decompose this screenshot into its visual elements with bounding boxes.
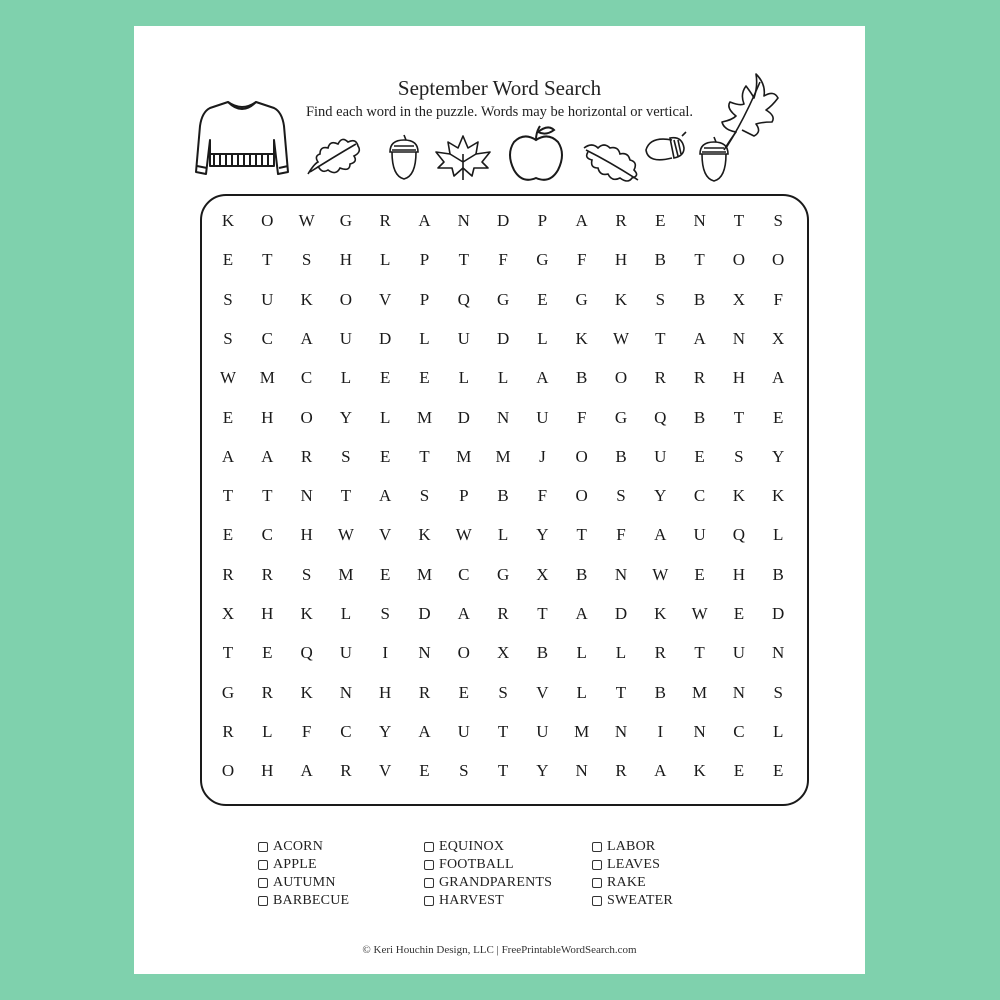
grid-letter[interactable]: B: [536, 643, 549, 663]
grid-letter[interactable]: A: [536, 368, 549, 388]
grid-letter[interactable]: E: [733, 604, 745, 623]
grid-letter[interactable]: S: [773, 211, 783, 230]
word-label: RAKE: [607, 875, 646, 890]
grid-letter[interactable]: S: [459, 761, 469, 781]
word-label: GRANDPARENTS: [439, 875, 553, 890]
grid-letter[interactable]: M: [259, 368, 275, 388]
grid-letter[interactable]: T: [262, 486, 273, 506]
grid-letter[interactable]: N: [732, 328, 746, 348]
grid-letter[interactable]: E: [222, 250, 234, 270]
grid-letter[interactable]: A: [418, 211, 431, 230]
grid-letter[interactable]: A: [575, 211, 588, 230]
grid-letter[interactable]: T: [340, 486, 352, 506]
grid-letter[interactable]: N: [339, 682, 353, 702]
grid-letter[interactable]: T: [537, 604, 548, 623]
grid-letter[interactable]: T: [497, 761, 509, 781]
grid-letter[interactable]: C: [300, 368, 313, 388]
checkbox[interactable]: [424, 878, 434, 888]
grid-letter[interactable]: S: [380, 604, 390, 623]
word-label: FOOTBALL: [439, 857, 514, 872]
grid-letter[interactable]: B: [654, 682, 666, 702]
grid-letter[interactable]: Q: [300, 643, 313, 663]
checkbox[interactable]: [424, 860, 434, 870]
grid-letter[interactable]: E: [458, 682, 469, 702]
checkbox[interactable]: [592, 842, 602, 852]
grid-letter[interactable]: T: [497, 721, 509, 741]
grid-letter[interactable]: P: [419, 250, 430, 270]
grid-letter[interactable]: R: [497, 604, 509, 623]
grid-letter[interactable]: U: [261, 289, 274, 309]
word-label: HARVEST: [439, 893, 504, 908]
grid-letter[interactable]: B: [615, 446, 627, 466]
grid-letter[interactable]: R: [615, 761, 627, 781]
grid-letter[interactable]: K: [693, 761, 706, 781]
grid-letter[interactable]: T: [733, 211, 745, 230]
grid-letter[interactable]: O: [339, 289, 353, 309]
grid-letter[interactable]: B: [654, 250, 666, 270]
word-item[interactable]: [592, 856, 673, 874]
grid-letter[interactable]: E: [379, 564, 391, 584]
grid-letter[interactable]: O: [575, 486, 588, 506]
word-label: BARBECUE: [273, 893, 350, 908]
grid-letter[interactable]: Q: [732, 525, 746, 545]
grid-letter[interactable]: S: [734, 446, 744, 466]
grid-letter[interactable]: L: [419, 328, 430, 348]
grid-letter[interactable]: V: [379, 525, 392, 545]
grid-letter[interactable]: H: [300, 525, 313, 545]
word-label: AUTUMN: [273, 875, 336, 890]
grid-letter[interactable]: T: [694, 250, 705, 270]
grid-letter[interactable]: O: [261, 211, 274, 230]
grid-letter[interactable]: R: [222, 721, 234, 741]
worksheet: [134, 26, 865, 974]
word-item[interactable]: [258, 856, 349, 874]
grid-letter[interactable]: L: [576, 643, 587, 663]
grid-letter[interactable]: A: [575, 604, 588, 623]
grid-letter[interactable]: S: [616, 486, 626, 506]
grid-letter[interactable]: D: [496, 211, 510, 230]
word-label: ACORN: [273, 839, 324, 854]
grid-letter[interactable]: R: [222, 564, 234, 584]
grid-letter[interactable]: E: [379, 446, 391, 466]
grid-letter[interactable]: F: [616, 525, 626, 545]
grid-letter[interactable]: M: [456, 446, 472, 466]
grid-letter[interactable]: O: [614, 368, 628, 388]
grid-letter[interactable]: U: [339, 328, 353, 348]
grid-letter[interactable]: E: [222, 407, 234, 427]
grid-letter[interactable]: B: [693, 407, 706, 427]
grid-letter[interactable]: L: [537, 328, 548, 348]
grid-letter[interactable]: L: [615, 643, 627, 663]
word-item[interactable]: [424, 892, 552, 910]
grid-letter[interactable]: L: [497, 368, 509, 388]
grid-letter[interactable]: W: [691, 604, 708, 623]
grid-letter[interactable]: N: [732, 682, 746, 702]
grid-letter[interactable]: N: [300, 486, 313, 506]
grid-letter[interactable]: N: [575, 761, 588, 781]
grid-letter[interactable]: G: [496, 564, 510, 584]
grid-letter[interactable]: B: [772, 564, 784, 584]
oak-leaf-icon: [580, 138, 642, 184]
grid-letter[interactable]: Y: [339, 407, 353, 427]
grid-letter[interactable]: T: [222, 486, 234, 506]
word-item[interactable]: [258, 874, 349, 892]
grid-letter[interactable]: N: [693, 211, 706, 230]
grid-letter[interactable]: U: [654, 446, 667, 466]
grid-letter[interactable]: V: [379, 761, 392, 781]
word-label: LEAVES: [607, 857, 661, 872]
grid-letter[interactable]: S: [301, 564, 312, 584]
grid-letter[interactable]: A: [379, 486, 392, 506]
grid-letter[interactable]: W: [337, 525, 354, 545]
word-label: LABOR: [607, 839, 656, 854]
grid-letter[interactable]: N: [693, 721, 706, 741]
grid-letter[interactable]: T: [576, 525, 587, 545]
grid-letter[interactable]: C: [261, 328, 273, 348]
grid-letter[interactable]: M: [495, 446, 511, 466]
grid-letter[interactable]: M: [338, 564, 354, 584]
grid-letter[interactable]: X: [772, 328, 785, 348]
grid-letter[interactable]: S: [419, 486, 430, 506]
grid-letter[interactable]: O: [732, 250, 746, 270]
grid-letter[interactable]: R: [654, 368, 666, 388]
grid-letter[interactable]: Y: [654, 486, 667, 506]
grid-letter[interactable]: B: [693, 289, 706, 309]
grid-letter[interactable]: T: [222, 643, 234, 663]
page-subtitle: Find each word in the puzzle. Words may be horizontal or vertical.: [305, 104, 694, 120]
grid-letter[interactable]: C: [693, 486, 706, 506]
grid-letter[interactable]: P: [419, 289, 430, 309]
grid-letter[interactable]: F: [301, 721, 312, 741]
grid-letter[interactable]: L: [772, 721, 784, 741]
grid-letter[interactable]: X: [732, 289, 746, 309]
grid-letter[interactable]: N: [457, 211, 470, 230]
grid-letter[interactable]: Y: [379, 721, 392, 741]
grid-letter[interactable]: B: [497, 486, 509, 506]
grid-letter[interactable]: G: [221, 682, 235, 702]
grid-letter[interactable]: T: [733, 407, 745, 427]
oak-leaf-icon: [304, 134, 364, 178]
grid-letter[interactable]: E: [262, 643, 273, 663]
grid-letter[interactable]: L: [772, 525, 784, 545]
grid-letter[interactable]: O: [300, 407, 313, 427]
grid-letter[interactable]: A: [654, 525, 667, 545]
grid-letter[interactable]: I: [657, 721, 664, 741]
grid-letter[interactable]: U: [536, 407, 549, 427]
grid-letter[interactable]: M: [692, 682, 708, 702]
grid-letter[interactable]: U: [536, 721, 549, 741]
grid-letter[interactable]: Y: [536, 761, 549, 781]
grid-letter[interactable]: P: [537, 211, 548, 230]
grid-letter[interactable]: A: [221, 446, 235, 466]
grid-letter[interactable]: M: [574, 721, 590, 741]
grid-letter[interactable]: D: [496, 328, 510, 348]
grid-letter[interactable]: T: [694, 643, 705, 663]
grid-letter[interactable]: C: [458, 564, 470, 584]
acorn-icon: [384, 132, 424, 182]
grid-letter[interactable]: X: [536, 564, 549, 584]
checkbox[interactable]: [258, 896, 268, 906]
grid-letter[interactable]: R: [340, 761, 352, 781]
grid-letter[interactable]: R: [418, 682, 431, 702]
grid-letter[interactable]: A: [300, 761, 313, 781]
word-list-column: [258, 838, 349, 910]
grid-letter[interactable]: N: [418, 643, 431, 663]
grid-letter[interactable]: H: [732, 564, 746, 584]
grid-letter[interactable]: U: [457, 721, 470, 741]
grid-letter[interactable]: D: [418, 604, 431, 623]
grid-letter[interactable]: S: [223, 289, 233, 309]
grid-letter[interactable]: E: [222, 525, 234, 545]
grid-letter[interactable]: E: [537, 289, 548, 309]
grid-letter[interactable]: T: [262, 250, 273, 270]
grid-letter[interactable]: S: [655, 289, 666, 309]
grid-letter[interactable]: F: [537, 486, 548, 506]
grid-letter[interactable]: K: [654, 604, 667, 623]
oak-leaf-icon: [714, 70, 784, 154]
grid-letter[interactable]: K: [772, 486, 785, 506]
checkbox[interactable]: [592, 878, 602, 888]
grid-letter[interactable]: L: [576, 682, 587, 702]
grid-letter[interactable]: F: [576, 250, 587, 270]
grid-letter[interactable]: G: [496, 289, 510, 309]
grid-letter[interactable]: S: [773, 682, 783, 702]
grid-letter[interactable]: I: [382, 643, 389, 663]
grid-letter[interactable]: U: [339, 643, 353, 663]
grid-letter[interactable]: R: [615, 211, 627, 230]
grid-letter[interactable]: M: [416, 564, 433, 584]
grid-letter[interactable]: N: [772, 643, 785, 663]
grid-letter[interactable]: E: [733, 761, 745, 781]
grid-letter[interactable]: N: [614, 721, 628, 741]
grid-letter[interactable]: L: [458, 368, 469, 388]
grid-letter[interactable]: H: [732, 368, 746, 388]
maple-leaf-icon: [432, 132, 494, 182]
checkbox[interactable]: [592, 896, 602, 906]
acorn-icon: [642, 130, 688, 170]
grid-letter[interactable]: D: [772, 604, 785, 623]
grid-letter[interactable]: E: [419, 368, 430, 388]
grid-letter[interactable]: F: [576, 407, 587, 427]
word-label: EQUINOX: [439, 839, 505, 854]
word-item[interactable]: [258, 892, 349, 910]
word-label: APPLE: [273, 857, 317, 872]
grid-letter[interactable]: L: [379, 407, 391, 427]
grid-letter[interactable]: G: [575, 289, 588, 309]
grid-letter[interactable]: S: [341, 446, 351, 466]
grid-letter[interactable]: H: [261, 761, 274, 781]
grid-letter[interactable]: J: [539, 446, 546, 466]
grid-letter[interactable]: H: [261, 407, 274, 427]
grid-letter[interactable]: B: [576, 368, 588, 388]
grid-letter[interactable]: V: [379, 289, 392, 309]
grid-letter[interactable]: S: [223, 328, 233, 348]
grid-letter[interactable]: W: [298, 211, 315, 230]
grid-letter[interactable]: T: [419, 446, 430, 466]
checkbox[interactable]: [424, 896, 434, 906]
word-item[interactable]: [424, 856, 552, 874]
grid-letter[interactable]: W: [612, 328, 630, 348]
grid-letter[interactable]: U: [693, 525, 706, 545]
grid-letter[interactable]: K: [300, 289, 313, 309]
footer-credit: © Keri Houchin Design, LLC | FreePrintableWordSearch.com: [362, 944, 637, 956]
grid-letter[interactable]: R: [654, 643, 666, 663]
grid-letter[interactable]: U: [732, 643, 746, 663]
grid-letter[interactable]: G: [614, 407, 628, 427]
grid-letter[interactable]: G: [536, 250, 549, 270]
grid-letter[interactable]: R: [379, 211, 391, 230]
grid-letter[interactable]: S: [301, 250, 312, 270]
grid-letter[interactable]: Q: [654, 407, 667, 427]
grid-letter[interactable]: T: [615, 682, 627, 702]
grid-letter[interactable]: A: [654, 761, 667, 781]
grid-letter[interactable]: L: [497, 525, 509, 545]
checkbox[interactable]: [424, 842, 434, 852]
grid-letter[interactable]: E: [772, 761, 784, 781]
grid-letter[interactable]: X: [221, 604, 235, 623]
grid-letter[interactable]: R: [693, 368, 706, 388]
grid-letter[interactable]: W: [219, 368, 237, 388]
grid-letter[interactable]: F: [498, 250, 508, 270]
word-item[interactable]: [592, 892, 673, 910]
checkbox[interactable]: [258, 860, 268, 870]
grid-letter[interactable]: E: [419, 761, 430, 781]
grid-letter[interactable]: C: [261, 525, 273, 545]
grid-letter[interactable]: Q: [457, 289, 470, 309]
grid-letter[interactable]: L: [262, 721, 273, 741]
grid-letter[interactable]: R: [261, 564, 273, 584]
grid-letter[interactable]: N: [614, 564, 628, 584]
word-search-grid: [200, 194, 809, 806]
word-item[interactable]: [258, 838, 349, 856]
grid-letter[interactable]: H: [614, 250, 628, 270]
grid-letter[interactable]: H: [339, 250, 353, 270]
grid-letter[interactable]: E: [694, 446, 705, 466]
grid-letter[interactable]: C: [733, 721, 745, 741]
word-label: SWEATER: [607, 893, 673, 908]
grid-letter[interactable]: R: [261, 682, 273, 702]
grid-letter[interactable]: X: [496, 643, 510, 663]
grid-letter[interactable]: Y: [772, 446, 785, 466]
word-list-column: [592, 838, 673, 910]
grid-letter[interactable]: O: [221, 761, 235, 781]
word-item[interactable]: [424, 874, 552, 892]
grid-letter[interactable]: D: [379, 328, 392, 348]
grid-letter[interactable]: A: [261, 446, 274, 466]
grid-letter[interactable]: A: [457, 604, 470, 623]
grid-letter[interactable]: K: [300, 682, 313, 702]
grid-letter[interactable]: E: [379, 368, 391, 388]
grid-letter[interactable]: K: [418, 525, 431, 545]
grid-letter[interactable]: H: [261, 604, 274, 623]
grid-letter[interactable]: N: [496, 407, 510, 427]
grid-letter[interactable]: R: [300, 446, 313, 466]
grid-letter[interactable]: G: [339, 211, 353, 230]
word-list-column: [424, 838, 552, 910]
grid-letter[interactable]: D: [614, 604, 628, 623]
grid-letter[interactable]: H: [379, 682, 392, 702]
grid-letter[interactable]: A: [300, 328, 313, 348]
grid-letter[interactable]: W: [652, 564, 669, 584]
grid-letter[interactable]: L: [340, 368, 352, 388]
grid-letter[interactable]: A: [772, 368, 785, 388]
grid-letter[interactable]: V: [536, 682, 549, 702]
word-item[interactable]: [592, 874, 673, 892]
grid-letter[interactable]: A: [418, 721, 431, 741]
grid-letter[interactable]: L: [340, 604, 352, 623]
grid-letter[interactable]: A: [693, 328, 706, 348]
grid-letter[interactable]: P: [459, 486, 469, 506]
grid-letter[interactable]: K: [221, 211, 235, 230]
checkbox[interactable]: [258, 842, 268, 852]
grid-letter[interactable]: O: [457, 643, 470, 663]
grid-letter[interactable]: U: [457, 328, 470, 348]
checkbox[interactable]: [592, 860, 602, 870]
sweater-icon: [194, 96, 290, 182]
grid-letter[interactable]: F: [773, 289, 783, 309]
grid-letter[interactable]: D: [457, 407, 470, 427]
grid-letter[interactable]: W: [455, 525, 472, 545]
word-item[interactable]: [592, 838, 673, 856]
grid-letter[interactable]: Y: [536, 525, 549, 545]
grid-letter[interactable]: C: [340, 721, 352, 741]
grid-letter[interactable]: T: [458, 250, 469, 270]
grid-letter[interactable]: K: [614, 289, 628, 309]
grid-letter[interactable]: O: [575, 446, 588, 466]
grid-letter[interactable]: L: [379, 250, 391, 270]
apple-icon: [504, 122, 568, 186]
grid-letter[interactable]: O: [772, 250, 785, 270]
grid-letter[interactable]: E: [655, 211, 666, 230]
grid-letter[interactable]: K: [300, 604, 313, 623]
grid-letter[interactable]: K: [575, 328, 588, 348]
grid-letter[interactable]: B: [576, 564, 588, 584]
grid-letter[interactable]: E: [694, 564, 705, 584]
grid-letter[interactable]: T: [655, 328, 666, 348]
page-title: September Word Search: [397, 76, 602, 100]
grid-letter[interactable]: M: [416, 407, 433, 427]
grid-letter[interactable]: S: [498, 682, 508, 702]
checkbox[interactable]: [258, 878, 268, 888]
word-item[interactable]: [424, 838, 552, 856]
grid-letter[interactable]: K: [732, 486, 746, 506]
grid-letter[interactable]: E: [772, 407, 784, 427]
